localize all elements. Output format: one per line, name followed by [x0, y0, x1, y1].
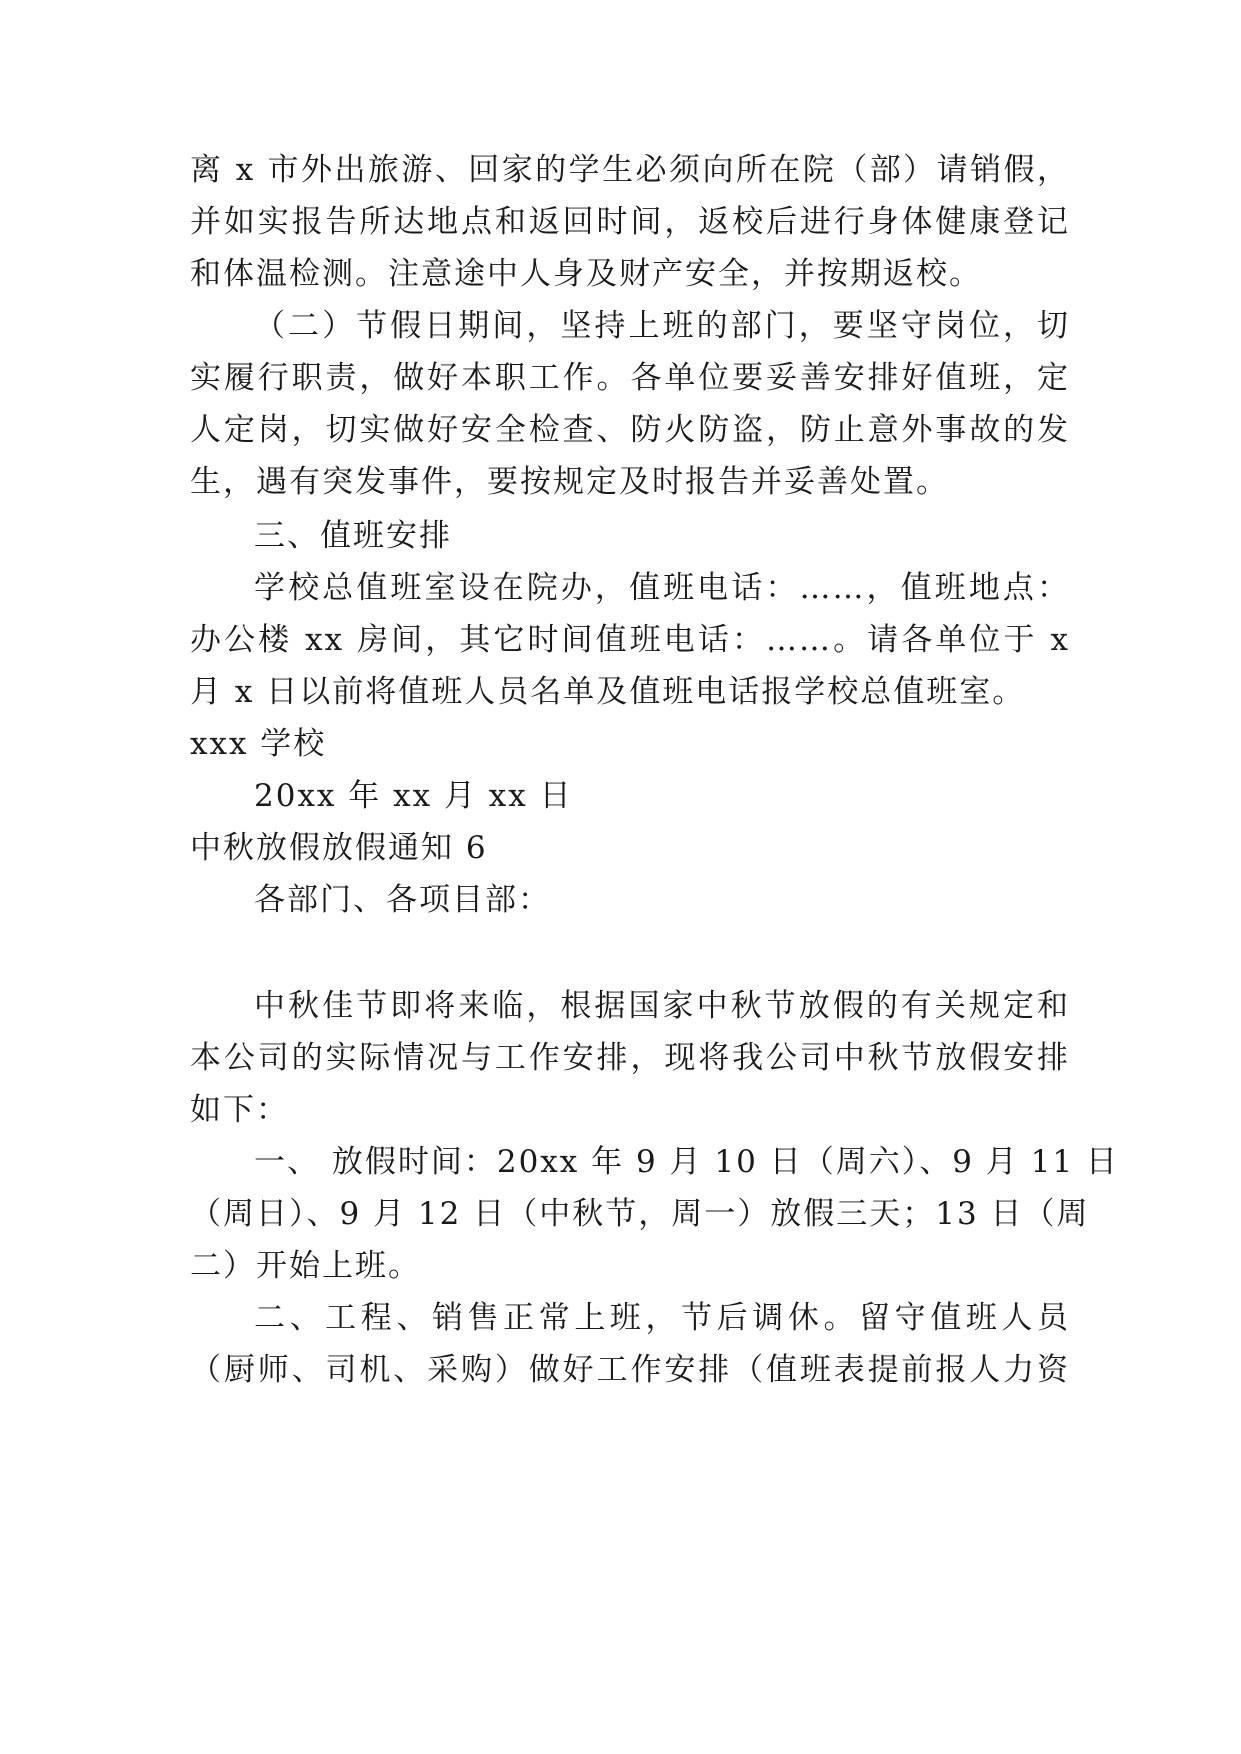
- section-heading: 三、值班安排: [254, 518, 452, 554]
- text-line: 学校总值班室设在院办，值班电话：……，值班地点：: [254, 570, 1070, 606]
- text-line: 二、工程、销售正常上班，节后调休。留守值班人员: [254, 1300, 1070, 1336]
- text-line: 人定岗，切实做好安全检查、防火防盗，防止意外事故的发: [190, 412, 1070, 448]
- text-line: 生，遇有突发事件，要按规定及时报告并妥善处置。: [190, 464, 949, 500]
- text-line: 中秋佳节即将来临，根据国家中秋节放假的有关规定和: [254, 988, 1070, 1024]
- text-line: 本公司的实际情况与工作安排，现将我公司中秋节放假安排: [190, 1040, 1070, 1076]
- text-line: （周日）、9 月 12 日（中秋节，周一）放假三天；13 日（周: [190, 1196, 1090, 1232]
- text-line: （二）节假日期间，坚持上班的部门，要坚守岗位，切: [254, 308, 1070, 344]
- text-line: 办公楼 xx 房间，其它时间值班电话：……。请各单位于 x: [190, 622, 1070, 658]
- signature-org: xxx 学校: [190, 726, 327, 762]
- signature-date: 20xx 年 xx 月 xx 日: [254, 778, 573, 814]
- salutation: 各部门、各项目部：: [254, 882, 551, 918]
- text-line: 并如实报告所达地点和返回时间，返校后进行身体健康登记: [190, 204, 1070, 240]
- text-line: 一、 放假时间：20xx 年 9 月 10 日（周六）、9 月 11 日: [254, 1144, 1119, 1180]
- text-line: （厨师、司机、采购）做好工作安排（值班表提前报人力资: [190, 1352, 1070, 1388]
- text-line: 月 x 日以前将值班人员名单及值班电话报学校总值班室。: [190, 674, 1026, 710]
- text-line: 如下：: [190, 1092, 289, 1128]
- notice-title: 中秋放假放假通知 6: [190, 830, 488, 866]
- text-line: 二）开始上班。: [190, 1248, 421, 1284]
- text-line: 和体温检测。注意途中人身及财产安全，并按期返校。: [190, 256, 982, 292]
- text-line: 实履行职责，做好本职工作。各单位要妥善安排好值班，定: [190, 360, 1070, 396]
- text-line: 离 x 市外出旅游、回家的学生必须向所在院（部）请销假，: [190, 152, 1070, 188]
